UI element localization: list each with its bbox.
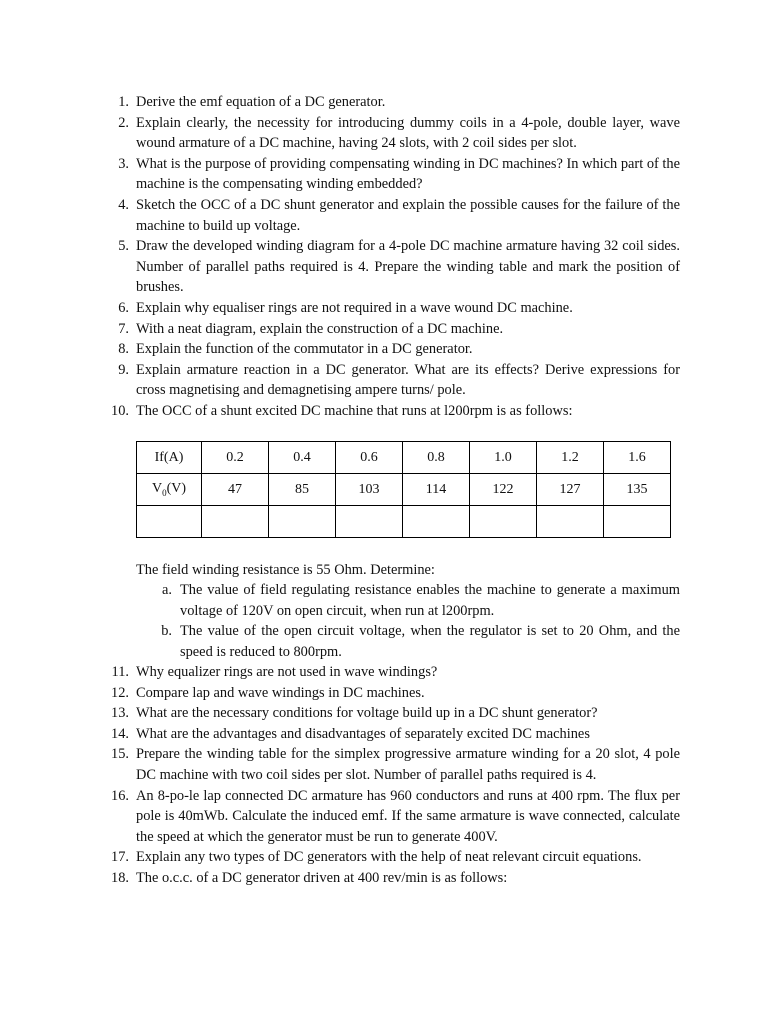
item-text: The value of the open circuit voltage, when the regulator is set to 20 Ohm, and the speed is reduced to 800rpm.: [180, 623, 680, 660]
table-cell-empty: [269, 506, 336, 538]
item-number: 12.: [111, 684, 129, 701]
item-text: An 8-po-le lap connected DC armature has 960 conductors and runs at 400 rpm. The flux per pole is 40mWb. Calculate the induced emf. If the same armature is wave connected, calculate the speed at which the generator must be run to generate 400V.: [136, 787, 680, 845]
table-cell-empty: [604, 506, 671, 538]
item-text: What are the advantages and disadvantages of separately excited DC machines: [136, 725, 590, 742]
item-number: 5.: [118, 238, 129, 255]
question-list-1: [104, 92, 680, 422]
row-header-current: If(A): [137, 442, 202, 474]
table-cell: 85: [269, 474, 336, 506]
item-text: Explain any two types of DC generators with the help of neat relevant circuit equations.: [136, 849, 642, 866]
table-cell: 47: [202, 474, 269, 506]
table-cell: 0.2: [202, 442, 269, 474]
table-cell-empty: [202, 506, 269, 538]
subpart-list: [136, 580, 680, 662]
item-number: 13.: [111, 705, 129, 722]
item-text: With a neat diagram, explain the construction of a DC machine.: [136, 320, 504, 337]
table-cell-empty: [403, 506, 470, 538]
table-row: [137, 506, 671, 538]
table-cell-empty: [537, 506, 604, 538]
table-cell: 1.0: [470, 442, 537, 474]
item-text: What is the purpose of providing compensating winding in DC machines? In which part of the machine is the compensating winding embedded?: [136, 155, 680, 193]
voltage-symbol: V: [151, 481, 163, 497]
item-text: Explain why equaliser rings are not required in a wave wound DC machine.: [136, 299, 573, 316]
list-item: [104, 703, 680, 724]
list-item: [104, 195, 680, 236]
item-text: Derive the emf equation of a DC generator.: [136, 94, 386, 110]
list-item: [104, 113, 680, 154]
item-text: Compare lap and wave windings in DC machines.: [136, 684, 425, 701]
table-cell: 1.2: [537, 442, 604, 474]
list-item: [104, 868, 680, 889]
item-number: 9.: [118, 361, 129, 378]
list-item: [104, 92, 680, 113]
voltage-subscript: 0: [162, 487, 167, 498]
list-item: [104, 360, 680, 401]
item-number: 14.: [111, 725, 129, 742]
question-list-2: [104, 662, 680, 889]
list-item: [104, 339, 680, 360]
table-cell: 0.8: [403, 442, 470, 474]
item-text: Explain armature reaction in a DC generator. What are its effects? Derive expressions for cross magnetising and demagnetising ampere turns/ pole.: [136, 361, 680, 399]
table-cell: 135: [604, 474, 671, 506]
item-number: 18.: [111, 869, 129, 886]
item-number: 17.: [111, 849, 129, 866]
list-item: [104, 683, 680, 704]
item-number: 2.: [118, 114, 129, 131]
item-number: 7.: [118, 320, 129, 337]
voltage-unit: (V): [166, 481, 187, 497]
list-item: [136, 580, 680, 621]
item-text: The o.c.c. of a DC generator driven at 400 rev/min is as follows:: [136, 869, 508, 886]
item-number: 11.: [111, 664, 129, 680]
question-10-intro: The field winding resistance is 55 Ohm. Determine:: [136, 562, 435, 578]
item-number: 15.: [111, 746, 129, 763]
table-row: [137, 474, 671, 506]
item-number: 16.: [111, 787, 129, 804]
item-number: a.: [162, 582, 172, 598]
table-cell: 0.6: [336, 442, 403, 474]
list-item: [104, 236, 680, 298]
table-cell: 114: [403, 474, 470, 506]
item-text: Explain the function of the commutator in a DC generator.: [136, 341, 473, 358]
item-text: Prepare the winding table for the simplex progressive armature winding for a 20 slot, 4 pole DC machine with two coil sides per slot. Number of parallel paths required is 4.: [136, 746, 680, 783]
item-number: 10.: [111, 402, 129, 419]
table-cell: 127: [537, 474, 604, 506]
list-item: [104, 319, 680, 340]
item-number: 8.: [118, 341, 129, 358]
item-number: 6.: [118, 299, 129, 316]
table-cell-empty: [470, 506, 537, 538]
list-item: [104, 724, 680, 745]
list-item: [104, 847, 680, 868]
table-cell: 1.6: [604, 442, 671, 474]
item-number: 3.: [118, 155, 129, 172]
list-item: [104, 401, 680, 422]
table-cell-empty: [137, 506, 202, 538]
table-row: [137, 442, 671, 474]
item-number: 1.: [118, 94, 129, 110]
item-text: Why equalizer rings are not used in wave windings?: [136, 664, 438, 680]
item-text: The OCC of a shunt excited DC machine that runs at l200rpm is as follows:: [136, 402, 573, 419]
table-cell: 122: [470, 474, 537, 506]
list-item: [136, 621, 680, 662]
table-cell: 103: [336, 474, 403, 506]
table-cell-empty: [336, 506, 403, 538]
list-item: [104, 786, 680, 848]
item-text: What are the necessary conditions for voltage build up in a DC shunt generator?: [136, 705, 598, 722]
list-item: [104, 744, 680, 785]
item-text: Draw the developed winding diagram for a 4-pole DC machine armature having 32 coil sides. Number of parallel paths required is 4. Prepare the winding table and mark the position of brushes.: [136, 238, 680, 296]
item-text: The value of field regulating resistance enables the machine to generate a maximum voltage of 120V on open circuit, when run at l200rpm.: [180, 582, 680, 619]
table-cell: 0.4: [269, 442, 336, 474]
item-text: Explain clearly, the necessity for introducing dummy coils in a 4-pole, double layer, wave wound armature of a DC machine, having 24 slots, with 2 coil sides per slot.: [136, 114, 680, 152]
list-item: [104, 154, 680, 195]
row-header-voltage: [137, 474, 202, 506]
item-number: 4.: [118, 196, 129, 213]
item-text: Sketch the OCC of a DC shunt generator and explain the possible causes for the failure of the machine to build up voltage.: [136, 196, 680, 234]
list-item: [104, 298, 680, 319]
item-number: b.: [161, 623, 172, 640]
occ-table: [136, 441, 671, 538]
list-item: [104, 662, 680, 683]
